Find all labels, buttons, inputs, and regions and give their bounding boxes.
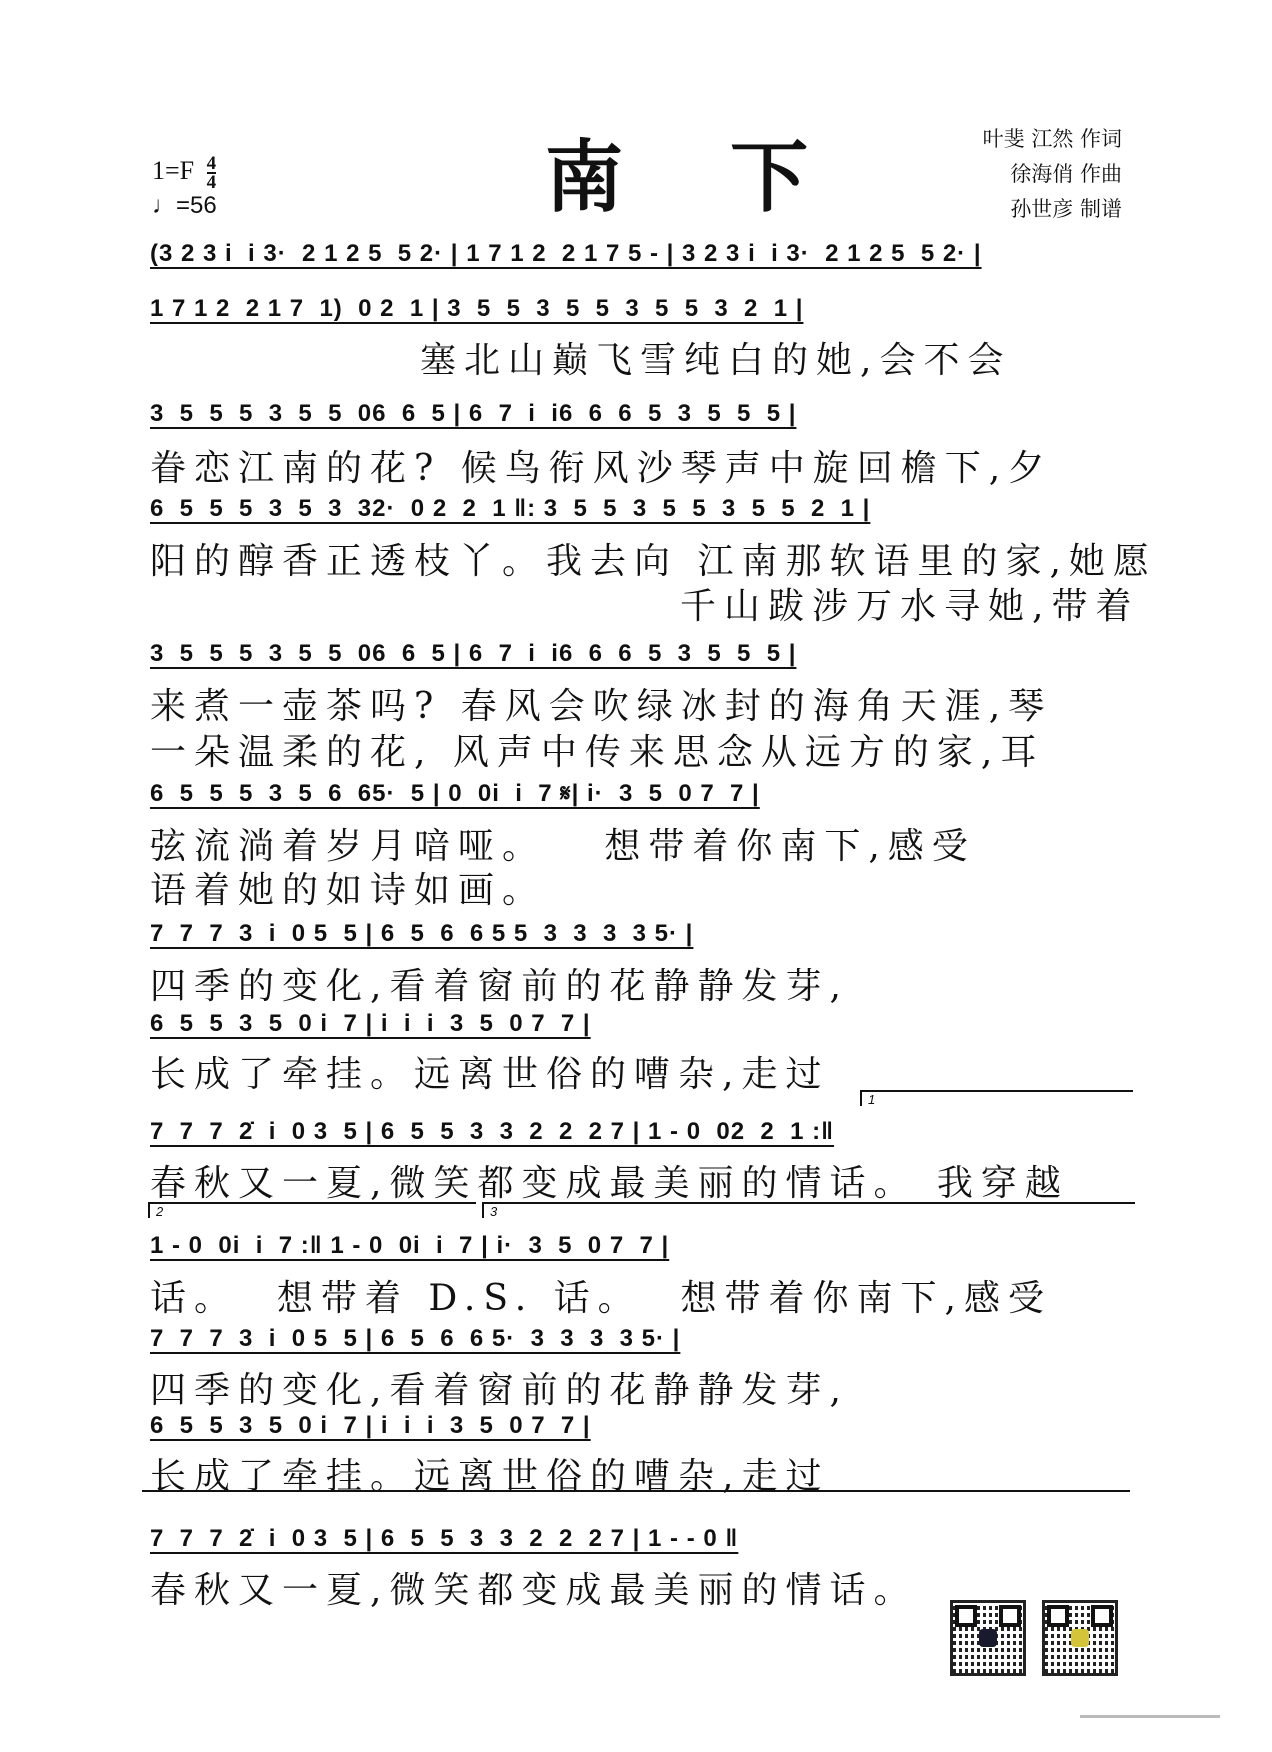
composer-credit: 徐海俏 作曲 — [1010, 162, 1122, 186]
qr-code-icon[interactable] — [1042, 1600, 1118, 1676]
lyric-row-4a: 阳的醇香正透枝丫。我去向 江南那软语里的家,她愿 — [150, 541, 1157, 582]
notation-row-5: 3 5 5 5 3 5 5 06 6 5 | 6 7 i i6 6 6 5 3 5 5 5 | — [150, 640, 797, 667]
lyric-row-9: 春秋又一夏,微笑都变成最美丽的情话。 我穿越 — [150, 1163, 1069, 1204]
lyric-row-7: 四季的变化,看着窗前的花静静发芽, — [150, 966, 849, 1007]
lyric-row-13: 春秋又一夏,微笑都变成最美丽的情话。 — [150, 1570, 918, 1611]
notation-row-10: 1 - 0 0i i 7 :‖ 1 - 0 0i i 7 | i· 3 5 0 7 7 | — [150, 1232, 670, 1259]
key-label: 1=F — [152, 155, 195, 185]
notation-row-8: 6 5 5 3 5 0 i 7 | i i i 3 5 0 7 7 | — [150, 1010, 591, 1037]
lyric-row-3: 眷恋江南的花? 候鸟衔风沙琴声中旋回檐下,夕 — [150, 448, 1053, 489]
notation-row-4: 6 5 5 5 3 5 3 32· 0 2 2 1 ‖: 3 5 5 3 5 5 3 5 5 2 1 | — [150, 495, 871, 522]
notation-row-13: 7 7 7 2̇ i 0 3 5 | 6 5 5 3 3 2 2 2 7 | 1 - - 0 ‖ — [150, 1525, 739, 1552]
notation-row-1: (3 2 3 i i 3· 2 1 2 5 5 2· | 1 7 1 2 2 1 7 5 - | 3 2 3 i i 3· 2 1 2 5 5 2· | — [150, 240, 982, 267]
lyric-row-2: 塞北山巅飞雪纯白的她,会不会 — [420, 340, 1012, 381]
lyric-row-6b: 语着她的如诗如画。 — [150, 870, 547, 911]
notation-row-12: 6 5 5 3 5 0 i 7 | i i i 3 5 0 7 7 | — [150, 1412, 591, 1439]
volta-1: 1 — [860, 1090, 1133, 1106]
notation-row-11: 7 7 7 3 i 0 5 5 | 6 5 6 6 5· 3 3 3 3 5· | — [150, 1325, 681, 1352]
lyric-row-10: 话。 想带着 D.S. 话。 想带着你南下,感受 — [150, 1278, 1052, 1319]
notation-row-3: 3 5 5 5 3 5 5 06 6 5 | 6 7 i i6 6 6 5 3 5 5 5 | — [150, 400, 797, 427]
lyric-row-4b: 千山跋涉万水寻她,带着 — [680, 586, 1140, 627]
time-signature: $\frac{4}{4}$ — [206, 153, 217, 193]
lyric-row-5b: 一朵温柔的花, 风声中传来思念从远方的家,耳 — [150, 732, 1045, 773]
coda-bracket — [142, 1490, 1130, 1492]
notation-row-7: 7 7 7 3 i 0 5 5 | 6 5 6 6 5 5 3 3 3 3 5· | — [150, 920, 694, 947]
score-title: 南 下 — [545, 132, 849, 223]
lyric-row-8: 长成了牵挂。远离世俗的嘈杂,走过 — [150, 1054, 830, 1095]
lyric-row-6a: 弦流淌着岁月喑哑。 想带着你南下,感受 — [150, 826, 976, 867]
notation-row-2: 1 7 1 2 2 1 7 1) 0 2 1 | 3 5 5 3 5 5 3 5 5 3 2 1 | — [150, 295, 804, 322]
notation-row-9: 7 7 7 2̇ i 0 3 5 | 6 5 5 3 3 2 2 2 7 | 1 - 0 02 2 1 :‖ — [150, 1118, 835, 1145]
tempo-marking: ♩=56 — [152, 192, 217, 219]
credits — [983, 122, 1122, 227]
qr-code-icon[interactable] — [950, 1600, 1026, 1676]
qr-logo-icon — [979, 1629, 997, 1647]
notation-row-6: 6 5 5 5 3 5 6 65· 5 | 0 0i i 7 𝄋| i· 3 5 0 7 7 | — [150, 780, 760, 807]
lyric-row-11: 四季的变化,看着窗前的花静静发芽, — [150, 1370, 849, 1411]
volta-3: 3 — [482, 1202, 1135, 1218]
volta-2: 2 — [148, 1202, 476, 1218]
transcriber-credit: 孙世彦 制谱 — [1010, 197, 1122, 221]
lyric-row-12: 长成了牵挂。远离世俗的嘈杂,走过 — [150, 1456, 830, 1497]
lyricist-credit: 叶斐 江然 作词 — [982, 127, 1122, 151]
lyric-row-5a: 来煮一壶茶吗? 春风会吹绿冰封的海角天涯,琴 — [150, 686, 1053, 727]
key-signature — [152, 155, 216, 191]
qr-logo-icon — [1071, 1629, 1089, 1647]
footer-watermark — [1080, 1715, 1220, 1718]
